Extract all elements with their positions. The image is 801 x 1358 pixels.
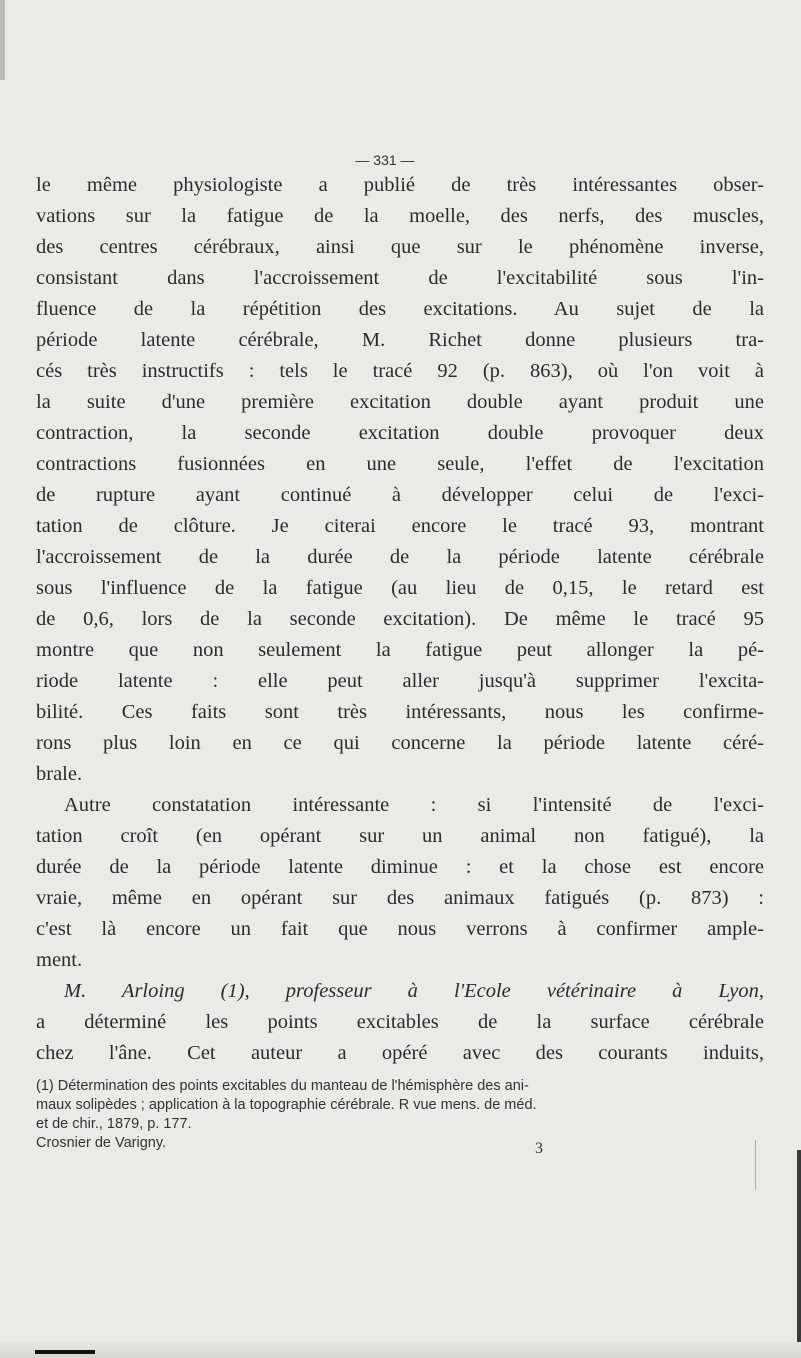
paragraph-1: [36, 170, 764, 790]
text-line: brale.: [36, 763, 83, 785]
paragraph-3: [36, 976, 764, 1069]
text-line: le même physiologiste a publié de très intéressantes obser-: [36, 174, 764, 196]
scan-mark: [755, 1140, 776, 1190]
text-line: contractions fusionnées en une seule, l'effet de l'excitation: [36, 453, 764, 475]
footnote: [36, 1077, 764, 1153]
text-line: M. Arloing (1), professeur à l'Ecole vétérinaire à Lyon,: [64, 980, 764, 1002]
text-line: de rupture ayant continué à développer celui de l'exci-: [36, 484, 764, 506]
text-line: tation de clôture. Je citerai encore le tracé 93, montrant: [36, 515, 764, 537]
footnote-line: Crosnier de Varigny.: [36, 1135, 167, 1151]
text-line: fluence de la répétition des excitations. Au sujet de la: [36, 298, 764, 320]
footnote-line: et de chir., 1879, p. 177.: [36, 1116, 192, 1132]
text-line: cés très instructifs : tels le tracé 92 (p. 863), où l'on voit à: [36, 360, 764, 382]
text-line: de 0,6, lors de la seconde excitation). De même le tracé 95: [36, 608, 764, 630]
text-line: tation croît (en opérant sur un animal non fatigué), la: [36, 825, 764, 847]
text-line: c'est là encore un fait que nous verrons à confirmer ample-: [36, 918, 764, 940]
page-signature: 3: [535, 1140, 543, 1157]
text-line: la suite d'une première excitation double ayant produit une: [36, 391, 764, 413]
text-line: vraie, même en opérant sur des animaux fatigués (p. 873) :: [36, 887, 764, 909]
text-line: Autre constatation intéressante : si l'intensité de l'exci-: [64, 794, 764, 816]
text-line: bilité. Ces faits sont très intéressants, nous les confirme-: [36, 701, 764, 723]
text-line: vations sur la fatigue de la moelle, des nerfs, des muscles,: [36, 205, 764, 227]
text-line: montre que non seulement la fatigue peut allonger la pé-: [36, 639, 764, 661]
page-bottom-edge: [0, 1342, 801, 1358]
text-line: période latente cérébrale, M. Richet donne plusieurs tra-: [36, 329, 764, 351]
text-line: l'accroissement de la durée de la période latente cérébrale: [36, 546, 764, 568]
text-line: a déterminé les points excitables de la surface cérébrale: [36, 1011, 764, 1033]
text-line: ment.: [36, 949, 83, 971]
text-line: chez l'âne. Cet auteur a opéré avec des courants induits,: [36, 1042, 764, 1064]
text-line: rons plus loin en ce qui concerne la période latente céré-: [36, 732, 764, 754]
text-line: riode latente : elle peut aller jusqu'à supprimer l'excita-: [36, 670, 764, 692]
text-line: des centres cérébraux, ainsi que sur le phénomène inverse,: [36, 236, 764, 258]
text-line: sous l'influence de la fatigue (au lieu de 0,15, le retard est: [36, 577, 764, 599]
footnote-line: (1) Détermination des points excitables du manteau de l'hémisphère des ani-: [36, 1078, 529, 1094]
footnote-line: maux solipèdes ; application à la topographie cérébrale. R vue mens. de méd.: [36, 1097, 537, 1113]
text-line: contraction, la seconde excitation double provoquer deux: [36, 422, 764, 444]
page-right-edge: [797, 1150, 801, 1358]
page-left-edge: [0, 0, 5, 80]
body-text: [36, 170, 764, 1069]
text-line: durée de la période latente diminue : et la chose est encore: [36, 856, 764, 878]
page-number-header: — 331 —: [355, 152, 415, 168]
text-line: consistant dans l'accroissement de l'excitabilité sous l'in-: [36, 267, 764, 289]
scan-artifact: [35, 1350, 95, 1354]
paragraph-2: [36, 790, 764, 976]
